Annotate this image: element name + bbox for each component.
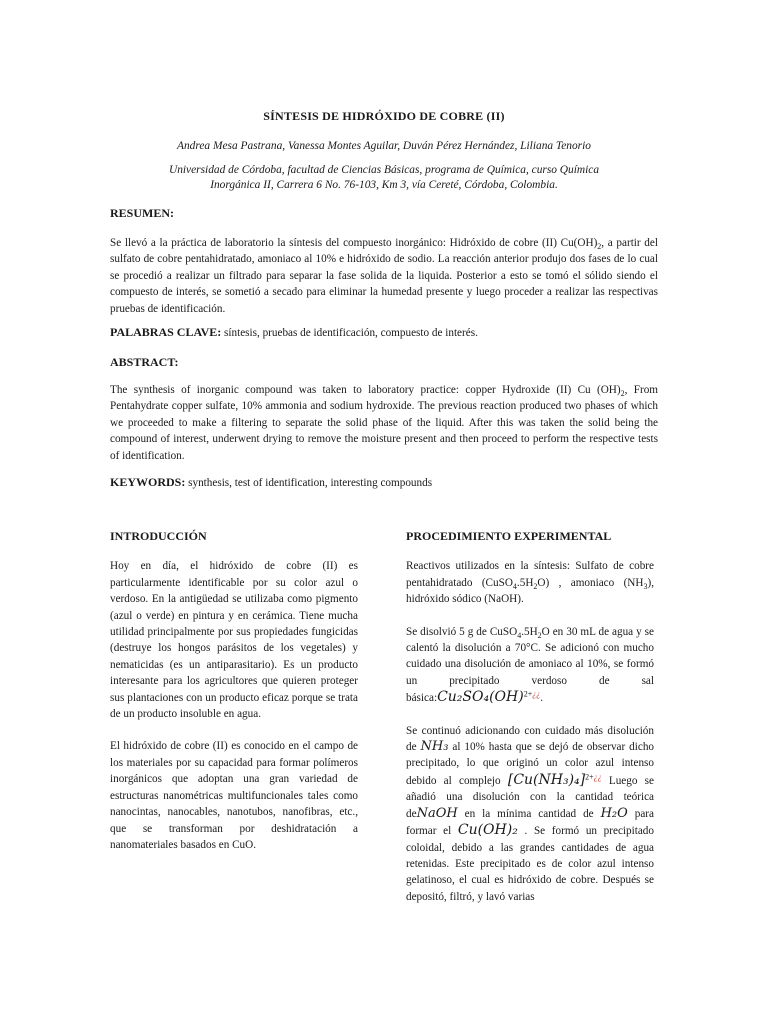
formula-basic-salt: Cu₂SO₄(OH) [437, 689, 524, 706]
proc-p1-sub1: 4 [512, 582, 517, 592]
proc-p1-sub2: 2 [533, 582, 538, 592]
abstract-text-a: The synthesis of inorganic compound was taken to laboratory practice: copper Hydroxide (II) Cu (OH) [110, 384, 621, 396]
proc-p3-a: Se continuó adicionando con cuidado más disolución de [406, 724, 654, 754]
formula-naoh: NaOH [416, 805, 458, 821]
column-right [406, 528, 654, 921]
proc-p1-a: Reactivos utilizados en la síntesis: Sulfato de cobre pentahidratado (CuSO [406, 560, 654, 589]
resumen-paragraph [110, 235, 658, 317]
palabras-clave [110, 324, 658, 341]
introduccion-heading: INTRODUCCIÓN [110, 529, 207, 543]
keywords-text: synthesis, test of identification, interesting compounds [185, 477, 433, 489]
resumen-sub: 2 [597, 242, 602, 252]
proc-p3-f: . Se formó un precipitado coloidal, debido a las grandes cantidades de agua retenidas. Este precipitado es de color azul intenso gelatinoso, el cual es hidróxido de cobre. Después se depositó, filtró, y lavó varias [406, 825, 654, 903]
proc-p3-b: al 10% hasta que se dejó de observar dicho precipitado, lo que originó un color azul intenso debido al complejo [406, 741, 655, 787]
paper-title: SÍNTESIS DE HIDRÓXIDO DE COBRE (II) [263, 109, 505, 123]
formula-basic-salt-error: ¿¿ [532, 689, 541, 699]
formula-h2o: H₂O [600, 805, 628, 821]
formula-complex-sup: 2+ [585, 772, 594, 782]
proc-p1-sub3: 3 [643, 582, 648, 592]
affiliation-line-2: Inorgánica II, Carrera 6 No. 76-103, Km 3, vía Cereté, Córdoba, Colombia. [210, 179, 558, 191]
introduccion-paragraph-2: El hidróxido de cobre (II) es conocido en el campo de los materiales por su capacidad para formar polímeros inorgánicos que adoptan una gran variedad de estructuras nanométricas multifuncionales tales como nanocintas, nanocables, nanotubos, nanofibras, etc., que se transforman por deshidratación a nanomateriales basados en CuO. [110, 740, 358, 851]
authors: Andrea Mesa Pastrana, Vanessa Montes Aguilar, Duván Pérez Hernández, Liliana Tenorio [177, 140, 591, 152]
formula-complex: [Cu(NH₃)₄] [507, 771, 586, 788]
proc-p2-a: Se disolvió 5 g de CuSO [406, 625, 518, 638]
procedimiento-paragraph-1 [406, 558, 654, 607]
proc-p3-d: en la mínima cantidad de [457, 807, 601, 820]
resumen-text-a: Se llevó a la práctica de laboratorio la síntesis del compuesto inorgánico: Hidróxido de cobre (II) Cu(OH) [110, 237, 598, 249]
keywords-label: KEYWORDS: [110, 475, 186, 489]
proc-p1-d: ), hidróxido sódico (NaOH). [406, 576, 654, 606]
resumen-heading: RESUMEN: [110, 206, 175, 220]
proc-p2-sub2: 2 [537, 630, 542, 640]
procedimiento-paragraph-2 [406, 624, 654, 707]
introduccion-paragraph-1: Hoy en día, el hidróxido de cobre (II) es particularmente identificable por su color azul o verdoso. En la antigüedad se utilizaba como pigmento (azul o verde) en pintura y en cerámica. Tiene mucha utilidad principalmente por sus propiedades fungicidas (destruye los hongos parásitos de los vegetales) y nematicidas (es un antiparasitario). Es un producto interesante para los agricultores que quieren proteger sus plantaciones con un producto eficaz porque se trata de un producto insoluble en agua. [110, 560, 358, 721]
abstract-paragraph [110, 382, 658, 464]
proc-p2-b: .5H [521, 625, 538, 638]
formula-cuoh2: Cu(OH)₂ [457, 822, 518, 839]
formula-nh3: NH₃ [420, 739, 449, 755]
palabras-clave-text: síntesis, pruebas de identificación, compuesto de interés. [221, 327, 478, 339]
formula-complex-error: ¿¿ [593, 772, 602, 782]
proc-p1-c: O) , amoniaco (NH [537, 576, 644, 589]
formula-basic-salt-sup: 2+ [523, 689, 533, 699]
procedimiento-paragraph-3 [406, 723, 654, 905]
affiliation [110, 163, 658, 193]
affiliation-line-1: Universidad de Córdoba, facultad de Ciencias Básicas, programa de Química, curso Química [168, 164, 600, 176]
abstract-text-b: , From Pentahydrate copper sulfate, 10% ammonia and sodium hydroxide. The previous reaction produced two phases of which we proceeded to make a filtering to separate the solid phase of the liquid. After this was taken the solid being the compound of interest, underwent drying to remove the moisture present and then proceed to perform the respective tests of identification. [110, 384, 658, 462]
procedimiento-heading: PROCEDIMIENTO EXPERIMENTAL [406, 529, 612, 543]
abstract-sub: 2 [620, 389, 625, 399]
palabras-clave-label: PALABRAS CLAVE: [110, 325, 222, 339]
proc-p3-e: para formar el [406, 807, 654, 838]
resumen-text-b: , a partir del sulfato de cobre pentahidratado, amoniaco al 10% e hidróxido de sodio. La reacción anterior produjo dos fases de lo cual se procedió a realizar un filtrado para separar la fase solida de la liquida. Posterior a esto se tomó el sólido siendo el compuesto de interés, se sometió a secado para eliminar la humedad presente y luego proceder a realizar las respectivas pruebas de identificación. [110, 237, 658, 315]
column-left [110, 528, 358, 869]
proc-p2-sub1: 4 [517, 630, 522, 640]
proc-p1-b: .5H [516, 576, 534, 589]
proc-p2-end: . [540, 692, 544, 705]
proc-p3-c: Luego se añadió una disolución con la cantidad teórica de [406, 774, 655, 820]
keywords [110, 474, 658, 491]
proc-p2-c: O en 30 mL de agua y se calentó la disolución a 70°C. Se adicionó con mucho cuidado una disolución de amoniaco al 10%, se formó un precipitado verdoso de sal básica: [406, 625, 654, 705]
abstract-heading: ABSTRACT: [110, 355, 179, 369]
